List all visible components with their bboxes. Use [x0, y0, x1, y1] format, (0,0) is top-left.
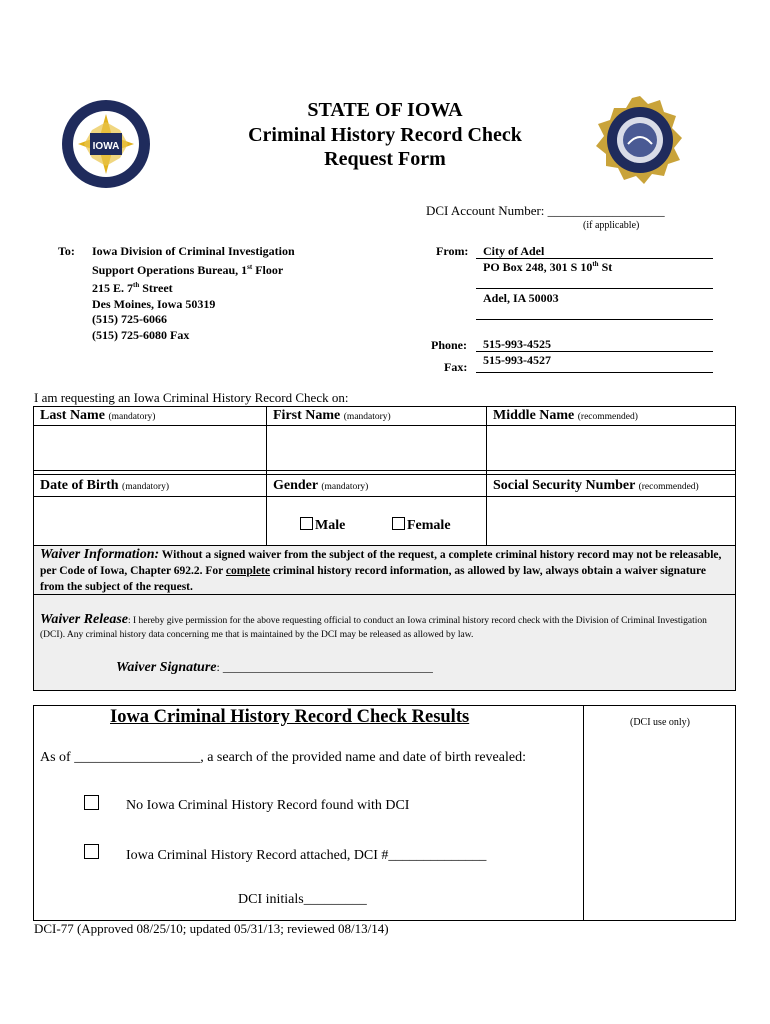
phone-field[interactable]: 515-993-4525: [476, 337, 713, 352]
middle-name-label: Middle Name (recommended): [493, 408, 638, 423]
record-attached-checkbox[interactable]: [84, 844, 99, 864]
account-number-field[interactable]: [426, 203, 665, 219]
female-checkbox-box[interactable]: [392, 517, 405, 530]
waiver-information: Waiver Information: Without a signed waiver from the subject of the request, a complete criminal history record may not be releasable, per Code of Iowa, Chapter 692.2. For complete criminal history record information, as allowed by law, always obtain a waiver signature from the subject of the request.: [40, 547, 722, 593]
account-label: DCI Account Number:: [426, 203, 545, 218]
to-line-1: Iowa Division of Criminal Investigation: [92, 244, 295, 258]
signature-label: Waiver Signature: [116, 660, 217, 675]
from-line-2[interactable]: PO Box 248, 301 S 10th St: [476, 260, 713, 289]
first-name-label: First Name (mandatory): [273, 408, 391, 423]
dci-use-only-note: (DCI use only): [630, 717, 690, 728]
to-line-3: 215 E. 7th Street: [92, 281, 173, 295]
account-blank: __________________: [547, 203, 665, 218]
account-note: (if applicable): [583, 220, 640, 231]
waiver-release: Waiver Release: I hereby give permission for the above requesting official to conduct an Iowa criminal history record check with the Division of Criminal Investigation (DCI). Any criminal history data concerning me that is maintained by the DCI may be released as allowed by law.: [40, 612, 707, 640]
from-label: From:: [436, 244, 469, 258]
female-checkbox[interactable]: Female: [392, 517, 451, 534]
middle-name-input[interactable]: [487, 426, 735, 470]
last-name-label: Last Name (mandatory): [40, 408, 156, 423]
form-title: Criminal History Record Check: [248, 124, 522, 146]
dob-label: Date of Birth (mandatory): [40, 478, 169, 493]
dob-input[interactable]: [34, 497, 265, 544]
seal-text: IOWA: [92, 141, 120, 152]
phone-label: Phone:: [431, 338, 467, 352]
to-line-5: (515) 725-6066: [92, 312, 167, 326]
form-footer: DCI-77 (Approved 08/25/10; updated 05/31/13; reviewed 08/13/14): [34, 921, 389, 936]
to-line-6: (515) 725-6080 Fax: [92, 327, 190, 342]
from-line-3[interactable]: Adel, IA 50003: [476, 291, 713, 320]
to-line-2: Support Operations Bureau, 1st Floor: [92, 262, 284, 277]
no-record-label: No Iowa Criminal History Record found with DCI: [126, 798, 410, 813]
signature-line: : ___________________________________: [216, 660, 433, 674]
from-line-1[interactable]: City of Adel: [476, 244, 713, 259]
first-name-input[interactable]: [267, 426, 485, 470]
as-of-line: As of __________________, a search of the provided name and date of birth revealed:: [40, 750, 526, 765]
fax-field[interactable]: 515-993-4527: [476, 353, 713, 373]
to-line-4: Des Moines, Iowa 50319: [92, 296, 216, 311]
no-record-checkbox[interactable]: [84, 795, 99, 815]
waiver-signature-field[interactable]: [116, 660, 433, 676]
ssn-input[interactable]: [487, 497, 735, 544]
gender-label: Gender (mandatory): [273, 478, 369, 493]
to-label: To:: [58, 244, 75, 258]
request-line: I am requesting an Iowa Criminal History Record Check on:: [34, 390, 349, 405]
male-checkbox[interactable]: Male: [300, 517, 345, 534]
male-checkbox-box[interactable]: [300, 517, 313, 530]
state-heading: STATE OF IOWA: [307, 99, 463, 121]
form-subtitle: Request Form: [324, 148, 446, 170]
to-address: [92, 244, 295, 343]
record-attached-label: Iowa Criminal History Record attached, DCI #______________: [126, 848, 487, 863]
fax-label: Fax:: [444, 360, 468, 374]
last-name-input[interactable]: [34, 426, 265, 470]
ssn-label: Social Security Number (recommended): [493, 478, 699, 493]
dci-initials-field[interactable]: DCI initials_________: [238, 892, 367, 907]
results-title: Iowa Criminal History Record Check Results: [110, 707, 470, 727]
